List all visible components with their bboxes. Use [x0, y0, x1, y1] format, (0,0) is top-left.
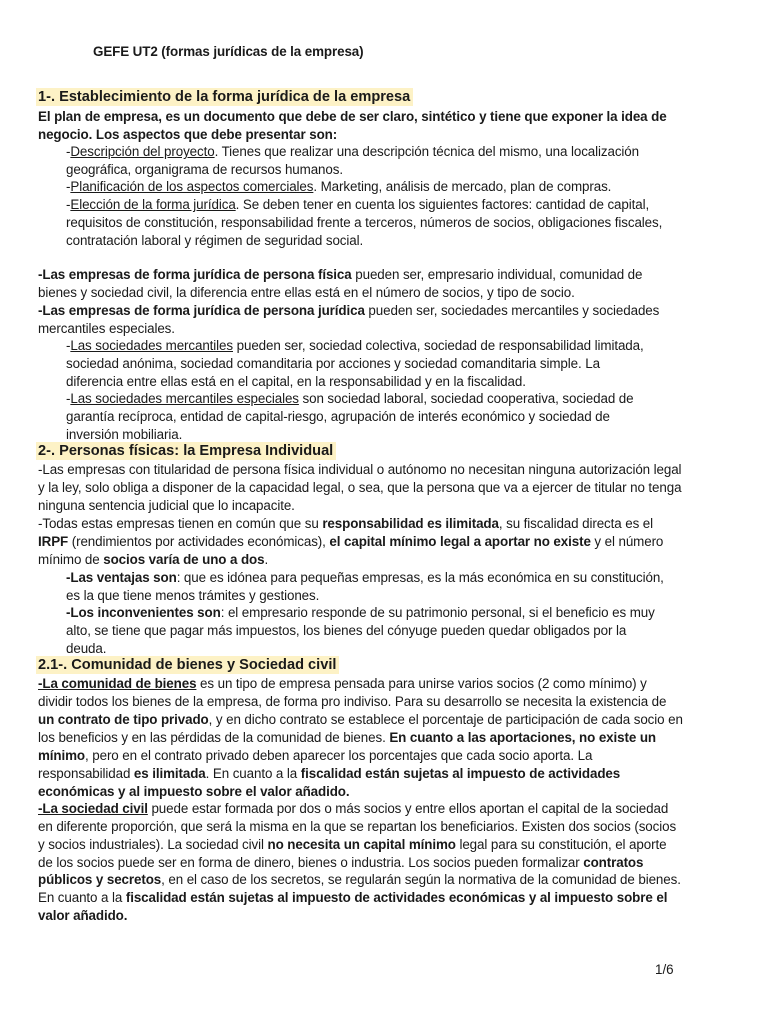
text-line [38, 818, 676, 835]
text-line [66, 355, 600, 372]
bold-text: -Las empresas de forma jurídica de persona jurídica [38, 303, 365, 318]
text-line [38, 711, 683, 728]
text-run: responsabilidad [38, 766, 134, 781]
bold-text: -Las ventajas son [66, 570, 177, 585]
text-line [66, 214, 662, 231]
text-line [66, 178, 611, 195]
text-run: . Se deben tener en cuenta los siguientes factores: cantidad de capital, [235, 197, 650, 212]
bold-text: el capital mínimo legal a aportar no existe [329, 534, 591, 549]
bold-text: públicos y secretos [38, 872, 162, 887]
text-run: geográfica, organigrama de recursos humanos. [66, 162, 343, 177]
text-line [38, 907, 127, 924]
text-run: son sociedad laboral, sociedad cooperativa, sociedad de [298, 391, 634, 406]
text-line [38, 729, 656, 746]
text-run: es la que tiene menos trámites y gestiones. [66, 588, 320, 603]
text-run: - [66, 144, 71, 159]
section-heading: 1-. Establecimiento de la forma jurídica de la empresa [36, 88, 413, 106]
bold-text: El plan de empresa, es un documento que debe de ser claro, sintético y tiene que exponer la idea de [38, 109, 667, 124]
text-run: en diferente proporción, que será la misma en la que se repartan los beneficiarios. Existen dos socios (socios [38, 819, 677, 834]
text-run: diferencia entre ellas está en el capital, en la responsabilidad y en la fiscalidad. [66, 374, 526, 389]
text-run: alto, se tiene que pagar más impuestos, los bienes del cónyuge pueden quedar obligados por la [66, 623, 627, 638]
text-run: inversión mobiliaria. [66, 427, 183, 442]
text-line [66, 640, 106, 657]
text-line [38, 266, 642, 283]
text-line [66, 426, 182, 443]
bold-text: económicas y al impuesto sobre el valor añadido. [38, 784, 350, 799]
bold-text: no necesita un capital mínimo [267, 837, 456, 852]
text-run: requisitos de constitución, responsabilidad frente a terceros, números de socios, obligaciones fiscales, [66, 215, 663, 230]
text-run: , en el caso de los secretos, se regularán según la normativa de la comunidad de bienes. [161, 872, 681, 887]
text-line [38, 461, 681, 478]
text-run: , pero en el contrato privado deben aparecer los porcentajes que cada socio aporta. La [85, 748, 593, 763]
text-line [38, 284, 575, 301]
text-run: pueden ser, sociedades mercantiles y sociedades [364, 303, 660, 318]
text-run: deuda. [66, 641, 107, 656]
text-line [38, 675, 647, 692]
text-line [38, 693, 666, 710]
text-line [38, 479, 681, 496]
text-run: pueden ser, empresario individual, comunidad de [351, 267, 643, 282]
text-run: : el empresario responde de su patrimonio personal, si el beneficio es muy [220, 605, 655, 620]
text-line [38, 108, 667, 125]
bold-text: un contrato de tipo privado [38, 712, 209, 727]
text-run: . [264, 552, 269, 567]
text-line [38, 515, 653, 532]
bold-text: fiscalidad están sujetas al impuesto de actividades económicas y al impuesto sobre el [125, 890, 668, 905]
bold-text: mínimo [38, 748, 86, 763]
underlined-term: Las sociedades mercantiles [70, 338, 233, 353]
bold-text: negocio. Los aspectos que debe presentar son: [38, 127, 338, 142]
text-line [38, 854, 643, 871]
text-line [66, 143, 639, 160]
text-line [38, 765, 620, 782]
text-line [38, 747, 592, 764]
text-line [66, 604, 655, 621]
text-run: pueden ser, sociedad colectiva, sociedad de responsabilidad limitada, [233, 338, 644, 353]
text-line [66, 408, 610, 425]
text-run: es un tipo de empresa pensada para unirse varios socios (2 como mínimo) y [196, 676, 647, 691]
text-line [38, 551, 268, 568]
text-run: . Tienes que realizar una descripción técnica del mismo, una localización [214, 144, 639, 159]
text-line [38, 533, 663, 550]
text-line [38, 836, 666, 853]
text-run: y socios industriales). La sociedad civil [38, 837, 268, 852]
text-line [66, 587, 319, 604]
text-run: garantía recíproca, entidad de capital-riesgo, agrupación de interés económico y sociedad de [66, 409, 610, 424]
bold-text: fiscalidad están sujetas al impuesto de actividades [300, 766, 621, 781]
underlined-term: -La comunidad de bienes [38, 676, 197, 691]
page-number: 1/6 [655, 962, 674, 977]
bold-text: socios varía de uno a dos [103, 552, 265, 567]
underlined-term: Descripción del proyecto [70, 144, 215, 159]
text-run: puede estar formada por dos o más socios y entre ellos aportan el capital de la sociedad [147, 801, 669, 816]
section-heading: 2.1-. Comunidad de bienes y Sociedad civil [36, 656, 339, 674]
text-run: : que es idónea para pequeñas empresas, es la más económica en su constitución, [176, 570, 664, 585]
text-run: y la ley, solo obliga a disponer de la capacidad legal, o sea, que la persona que va a ejercer de titular no tenga [38, 480, 682, 495]
text-run: (rendimientos por actividades económicas), [68, 534, 330, 549]
text-line [38, 871, 681, 888]
text-run: sociedad anónima, sociedad comanditaria por acciones y sociedad comanditaria simple. La [66, 356, 600, 371]
underlined-term: Planificación de los aspectos comerciales [70, 179, 314, 194]
bold-text: responsabilidad es ilimitada [322, 516, 499, 531]
text-run: , y en dicho contrato se establece el porcentaje de participación de cada socio en [208, 712, 683, 727]
text-line [66, 622, 626, 639]
text-run: - [66, 197, 71, 212]
bold-text: contratos [583, 855, 644, 870]
text-run: bienes y sociedad civil, la diferencia entre ellas está en el número de socios, y tipo de socio. [38, 285, 575, 300]
text-run: - [66, 391, 71, 406]
text-line [38, 889, 667, 906]
text-run: contratación laboral y régimen de seguridad social. [66, 233, 364, 248]
text-run: - [66, 338, 71, 353]
bold-text: En cuanto a las aportaciones, no existe un [389, 730, 656, 745]
text-run: legal para su constitución, el aporte [455, 837, 667, 852]
text-line [38, 497, 295, 514]
document-title: GEFE UT2 (formas jurídicas de la empresa) [93, 44, 364, 59]
text-run: -Las empresas con titularidad de persona física individual o autónomo no necesitan ninguna autorización legal [38, 462, 682, 477]
text-line [66, 337, 644, 354]
text-run: ninguna sentencia judicial que lo incapacite. [38, 498, 295, 513]
text-line [66, 569, 664, 586]
bold-text: IRPF [38, 534, 69, 549]
text-line [38, 800, 668, 817]
text-run: los beneficios y en las pérdidas de la comunidad de bienes. [38, 730, 390, 745]
text-run: dividir todos los bienes de la empresa, de forma pro indiviso. Para su desarrollo se necesita la existencia de [38, 694, 667, 709]
text-line [66, 232, 363, 249]
text-line [38, 302, 659, 319]
text-run: . En cuanto a la [205, 766, 301, 781]
text-line [38, 126, 337, 143]
bold-text: -Los inconvenientes son [66, 605, 221, 620]
underlined-term: -La sociedad civil [38, 801, 148, 816]
section-heading: 2-. Personas físicas: la Empresa Individual [36, 442, 336, 460]
text-run: En cuanto a la [38, 890, 126, 905]
text-run: -Todas estas empresas tienen en común que su [38, 516, 323, 531]
bold-text: es ilimitada [133, 766, 206, 781]
text-line [66, 161, 343, 178]
text-run: - [66, 179, 71, 194]
underlined-term: Elección de la forma jurídica [70, 197, 236, 212]
bold-text: valor añadido. [38, 908, 128, 923]
text-run: mercantiles especiales. [38, 321, 175, 336]
text-run: de los socios puede ser en forma de dinero, bienes o industria. Los socios pueden formalizar [38, 855, 584, 870]
text-line [66, 390, 634, 407]
text-run: y el número [590, 534, 664, 549]
underlined-term: Las sociedades mercantiles especiales [70, 391, 299, 406]
bold-text: -Las empresas de forma jurídica de persona física [38, 267, 352, 282]
text-line [38, 320, 175, 337]
text-line [38, 783, 349, 800]
text-line [66, 373, 526, 390]
text-run: . Marketing, análisis de mercado, plan de compras. [313, 179, 612, 194]
text-run: mínimo de [38, 552, 104, 567]
text-line [66, 196, 649, 213]
text-run: , su fiscalidad directa es el [498, 516, 654, 531]
